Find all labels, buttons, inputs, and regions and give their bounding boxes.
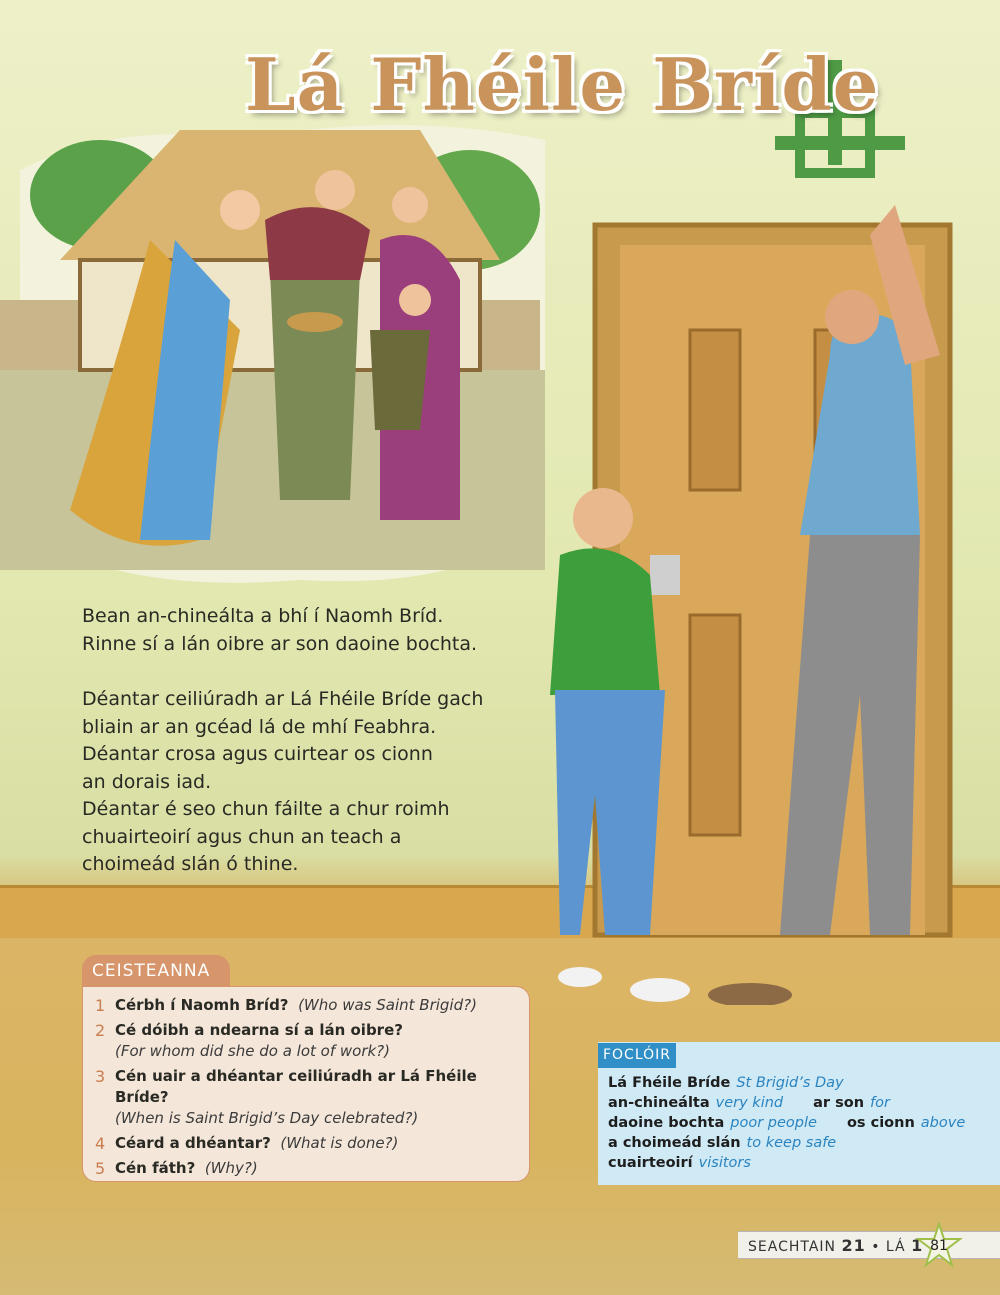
- body-line: Déantar crosa agus cuirtear os cionn: [82, 743, 433, 765]
- body-line: bliain ar an gcéad lá de mhí Feabhra.: [82, 715, 437, 738]
- question-text: Cérbh í Naomh Bríd?: [115, 996, 289, 1014]
- vocabulary-header: FOCLÓIR: [598, 1043, 676, 1068]
- question-translation: (Who was Saint Brigid?): [298, 996, 477, 1014]
- body-line: choimeád slán ó thine.: [82, 853, 299, 875]
- page-title: Lá Fhéile Bríde: [245, 42, 880, 127]
- question-number: 4: [95, 1134, 106, 1153]
- question-number: 1: [95, 996, 106, 1015]
- week-label: SEACHTAIN: [748, 1239, 837, 1255]
- question-number: 5: [95, 1159, 106, 1178]
- vocab-english: very kind: [715, 1095, 784, 1111]
- vocab-english: for: [870, 1095, 890, 1111]
- question-number: 3: [95, 1067, 106, 1086]
- vocabulary-row: [608, 1153, 965, 1173]
- vocabulary-row: [608, 1113, 965, 1133]
- vocabulary-row: [608, 1093, 965, 1113]
- saint-brigid-illustration: [0, 100, 560, 600]
- question-item: [95, 1066, 519, 1129]
- vocab-english: poor people: [730, 1115, 817, 1131]
- question-text: Cé dóibh a ndearna sí a lán oibre?: [115, 1021, 403, 1039]
- body-text: [82, 603, 522, 879]
- body-line: Déantar ceiliúradh ar Lá Fhéile Bríde gach: [82, 688, 484, 710]
- vocab-irish: a choimeád slán: [608, 1135, 741, 1151]
- question-item: [95, 995, 519, 1016]
- question-number: 2: [95, 1021, 106, 1040]
- question-translation: (What is done?): [280, 1134, 399, 1152]
- page-number: 81: [930, 1238, 948, 1254]
- question-text: Cén uair a dhéantar ceiliúradh ar Lá Fhéile Bríde?: [115, 1067, 477, 1106]
- door-scene-illustration: [500, 55, 1000, 1005]
- vocabulary-list: [608, 1073, 965, 1173]
- body-line: Déantar é seo chun fáilte a chur roimh: [82, 798, 450, 820]
- question-translation: (Why?): [204, 1159, 258, 1177]
- vocab-english: to keep safe: [746, 1135, 837, 1151]
- body-line: an dorais iad.: [82, 770, 212, 793]
- body-line: Rinne sí a lán oibre ar son daoine bochta.: [82, 632, 478, 655]
- questions-box: [82, 986, 530, 1182]
- vocab-english: St Brigid’s Day: [736, 1075, 844, 1091]
- vocabulary-row: [608, 1133, 965, 1153]
- questions-header: CEISTEANNA: [82, 955, 230, 987]
- question-translation: (When is Saint Brigid’s Day celebrated?): [115, 1109, 419, 1127]
- day-label: LÁ: [885, 1239, 906, 1255]
- body-line: chuairteoirí agus chun an teach a: [82, 825, 402, 848]
- day-number: 1: [911, 1236, 924, 1255]
- vocab-irish: Lá Fhéile Bríde: [608, 1075, 731, 1091]
- vocab-irish: an-chineálta: [608, 1095, 710, 1111]
- vocab-irish: cuairteoirí: [608, 1155, 693, 1171]
- question-item: [95, 1020, 519, 1062]
- vocab-english: visitors: [698, 1155, 751, 1171]
- body-line: Bean an-chineálta a bhí í Naomh Bríd.: [82, 605, 444, 627]
- question-item: [95, 1133, 519, 1154]
- week-number: 21: [841, 1236, 866, 1255]
- question-text: Céard a dhéantar?: [115, 1134, 271, 1152]
- question-item: [95, 1158, 519, 1179]
- vocab-irish: os cionn: [846, 1115, 915, 1131]
- footer-separator: •: [871, 1239, 881, 1255]
- vocab-english: above: [920, 1115, 966, 1131]
- question-translation: (For whom did she do a lot of work?): [115, 1042, 390, 1060]
- vocab-irish: daoine bochta: [608, 1115, 725, 1131]
- vocab-irish: ar son: [813, 1095, 865, 1111]
- vocabulary-row: [608, 1073, 965, 1093]
- question-text: Cén fáth?: [115, 1159, 196, 1177]
